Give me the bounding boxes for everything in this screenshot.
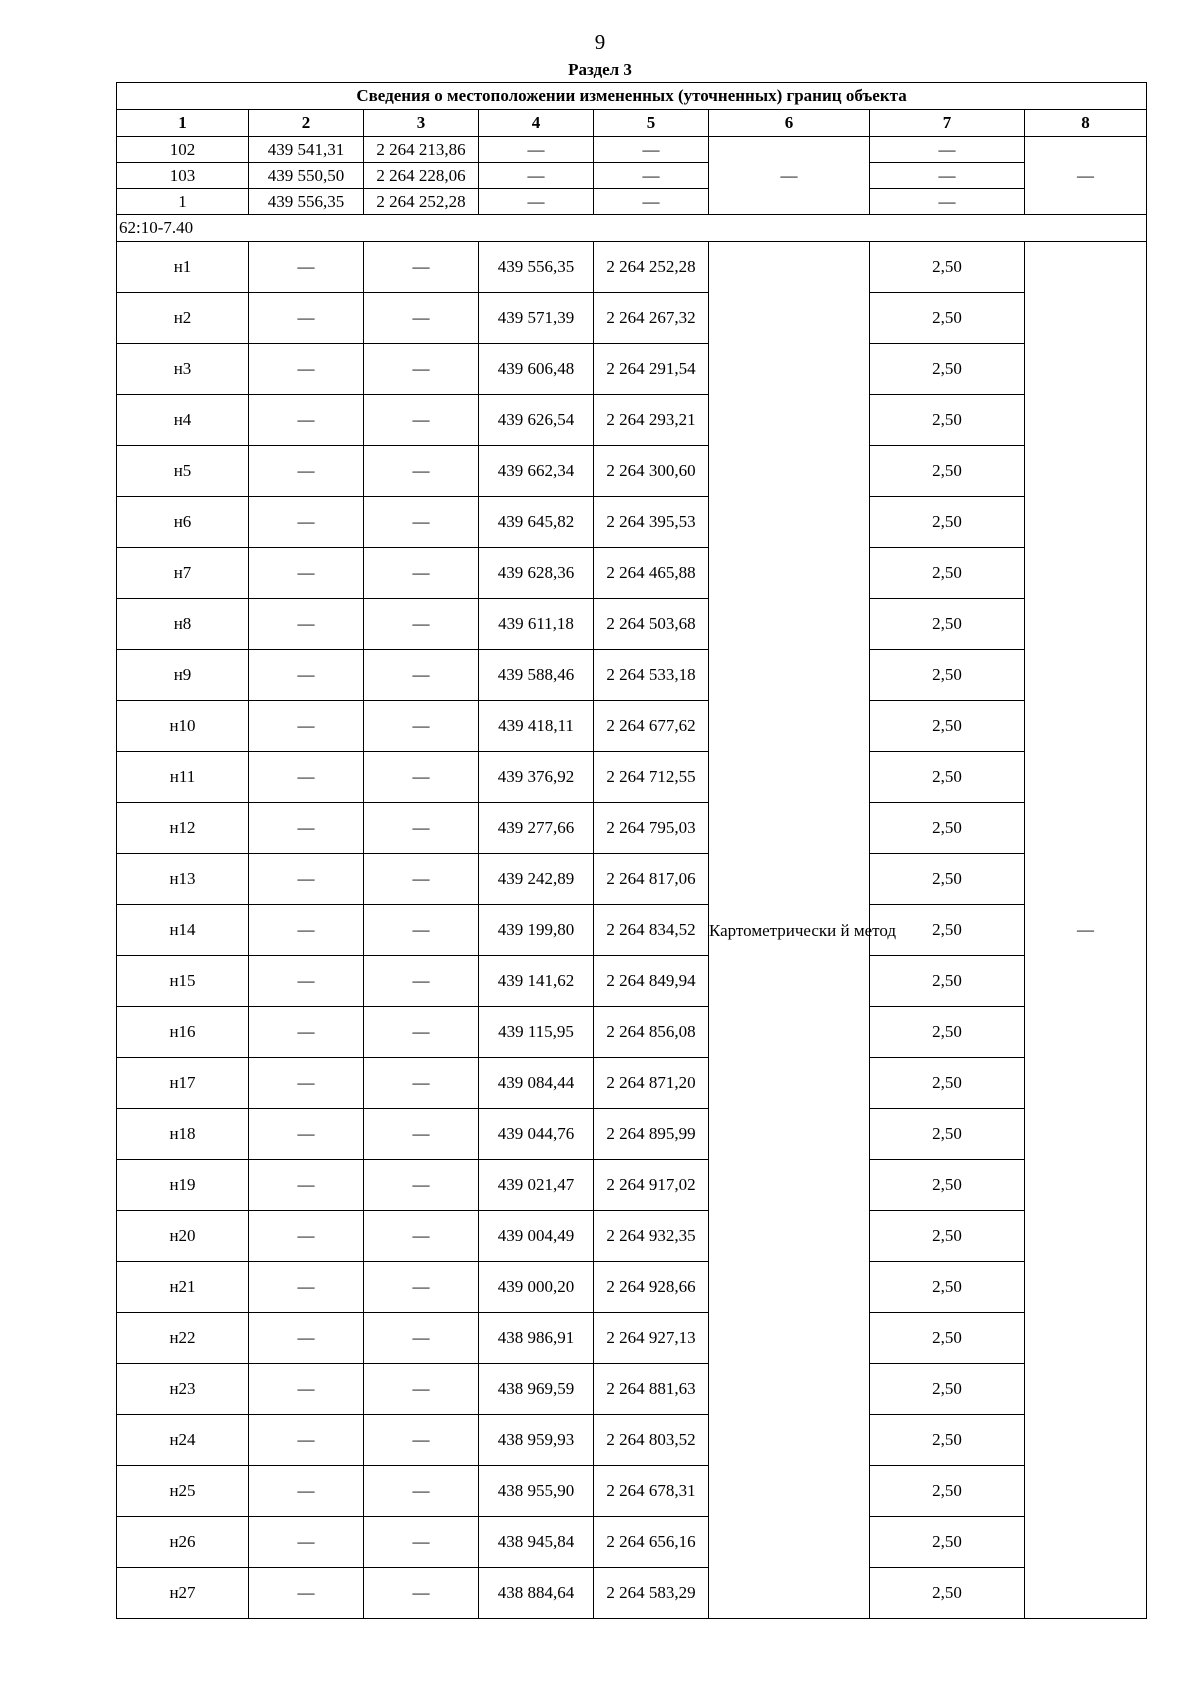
table-row	[117, 1313, 1147, 1364]
new-x-cell: —	[479, 137, 594, 163]
old-x-cell: 439 541,31	[249, 137, 364, 163]
accuracy-cell: 2,50	[870, 1262, 1025, 1313]
accuracy-cell: 2,50	[870, 803, 1025, 854]
new-y-cell: 2 264 928,66	[594, 1262, 709, 1313]
old-x-cell: —	[249, 1160, 364, 1211]
old-x-cell: —	[249, 1007, 364, 1058]
new-y-cell: 2 264 656,16	[594, 1517, 709, 1568]
old-y-cell: —	[364, 1415, 479, 1466]
point-name-cell: н14	[117, 905, 249, 956]
accuracy-cell: 2,50	[870, 1415, 1025, 1466]
new-x-cell: 439 556,35	[479, 242, 594, 293]
new-x-cell: 439 084,44	[479, 1058, 594, 1109]
new-x-cell: 439 418,11	[479, 701, 594, 752]
new-y-cell: 2 264 677,62	[594, 701, 709, 752]
point-name-cell: н21	[117, 1262, 249, 1313]
boundary-coordinates-table	[116, 82, 1147, 1619]
table-row	[117, 1211, 1147, 1262]
point-name-cell: н17	[117, 1058, 249, 1109]
new-x-cell: 439 611,18	[479, 599, 594, 650]
old-x-cell: —	[249, 293, 364, 344]
old-y-cell: —	[364, 1364, 479, 1415]
old-x-cell: —	[249, 242, 364, 293]
old-y-cell: —	[364, 1211, 479, 1262]
old-x-cell: 439 550,50	[249, 163, 364, 189]
accuracy-cell: 2,50	[870, 548, 1025, 599]
accuracy-cell: 2,50	[870, 1007, 1025, 1058]
accuracy-cell: 2,50	[870, 1211, 1025, 1262]
point-name-cell: н19	[117, 1160, 249, 1211]
point-name-cell: н16	[117, 1007, 249, 1058]
point-name-cell: н18	[117, 1109, 249, 1160]
new-x-cell: 439 021,47	[479, 1160, 594, 1211]
old-x-cell: —	[249, 1466, 364, 1517]
old-x-cell: —	[249, 1262, 364, 1313]
point-name-cell: 103	[117, 163, 249, 189]
new-x-cell: 438 986,91	[479, 1313, 594, 1364]
point-name-cell: н4	[117, 395, 249, 446]
point-name-cell: н5	[117, 446, 249, 497]
old-x-cell: —	[249, 701, 364, 752]
description-cell: —	[1025, 242, 1147, 1619]
old-x-cell: —	[249, 854, 364, 905]
accuracy-cell: 2,50	[870, 905, 1025, 956]
old-x-cell: —	[249, 956, 364, 1007]
method-cell: Картометрически й метод	[709, 242, 870, 1619]
column-number: 1	[117, 110, 249, 137]
point-name-cell: н7	[117, 548, 249, 599]
old-y-cell: —	[364, 1466, 479, 1517]
accuracy-cell: 2,50	[870, 599, 1025, 650]
old-y-cell: —	[364, 956, 479, 1007]
old-y-cell: —	[364, 650, 479, 701]
point-name-cell: н20	[117, 1211, 249, 1262]
new-x-cell: 439 376,92	[479, 752, 594, 803]
accuracy-cell: 2,50	[870, 1160, 1025, 1211]
new-y-cell: 2 264 293,21	[594, 395, 709, 446]
new-x-cell: 439 662,34	[479, 446, 594, 497]
old-y-cell: —	[364, 905, 479, 956]
point-name-cell: н26	[117, 1517, 249, 1568]
new-y-cell: —	[594, 163, 709, 189]
table-row	[117, 1007, 1147, 1058]
new-x-cell: 438 884,64	[479, 1568, 594, 1619]
accuracy-cell: 2,50	[870, 1109, 1025, 1160]
column-number: 5	[594, 110, 709, 137]
group-row	[117, 215, 1147, 242]
new-y-cell: 2 264 291,54	[594, 344, 709, 395]
new-y-cell: 2 264 503,68	[594, 599, 709, 650]
table-row	[117, 1262, 1147, 1313]
old-x-cell: —	[249, 803, 364, 854]
old-x-cell: —	[249, 1517, 364, 1568]
point-name-cell: н6	[117, 497, 249, 548]
table-row	[117, 1415, 1147, 1466]
old-x-cell: —	[249, 1211, 364, 1262]
new-y-cell: 2 264 834,52	[594, 905, 709, 956]
column-number: 8	[1025, 110, 1147, 137]
old-x-cell: —	[249, 1313, 364, 1364]
table-row	[117, 701, 1147, 752]
table-row	[117, 548, 1147, 599]
new-x-cell: 439 199,80	[479, 905, 594, 956]
point-name-cell: н23	[117, 1364, 249, 1415]
table-row	[117, 242, 1147, 293]
new-y-cell: —	[594, 137, 709, 163]
old-y-cell: —	[364, 752, 479, 803]
old-y-cell: —	[364, 1517, 479, 1568]
new-x-cell: 439 626,54	[479, 395, 594, 446]
accuracy-cell: 2,50	[870, 497, 1025, 548]
new-y-cell: 2 264 795,03	[594, 803, 709, 854]
new-y-cell: 2 264 881,63	[594, 1364, 709, 1415]
point-name-cell: н22	[117, 1313, 249, 1364]
accuracy-cell: 2,50	[870, 242, 1025, 293]
accuracy-cell: 2,50	[870, 446, 1025, 497]
point-name-cell: н9	[117, 650, 249, 701]
new-y-cell: 2 264 871,20	[594, 1058, 709, 1109]
table-row	[117, 752, 1147, 803]
new-x-cell: 439 588,46	[479, 650, 594, 701]
old-x-cell: —	[249, 599, 364, 650]
new-x-cell: 438 959,93	[479, 1415, 594, 1466]
description-cell: —	[1025, 137, 1147, 215]
table-row	[117, 1160, 1147, 1211]
new-x-cell: 439 571,39	[479, 293, 594, 344]
old-y-cell: —	[364, 1313, 479, 1364]
table-row	[117, 163, 1147, 189]
table-row	[117, 1109, 1147, 1160]
new-y-cell: 2 264 465,88	[594, 548, 709, 599]
old-x-cell: —	[249, 1364, 364, 1415]
new-x-cell: 439 606,48	[479, 344, 594, 395]
point-name-cell: 1	[117, 189, 249, 215]
point-name-cell: н12	[117, 803, 249, 854]
table-row	[117, 1568, 1147, 1619]
accuracy-cell: 2,50	[870, 956, 1025, 1007]
old-y-cell: —	[364, 854, 479, 905]
table-row	[117, 1466, 1147, 1517]
old-x-cell: —	[249, 1415, 364, 1466]
table-row	[117, 344, 1147, 395]
new-y-cell: 2 264 849,94	[594, 956, 709, 1007]
old-y-cell: —	[364, 548, 479, 599]
new-y-cell: 2 264 395,53	[594, 497, 709, 548]
old-x-cell: 439 556,35	[249, 189, 364, 215]
old-x-cell: —	[249, 395, 364, 446]
table-row	[117, 1364, 1147, 1415]
table-row	[117, 803, 1147, 854]
old-y-cell: 2 264 213,86	[364, 137, 479, 163]
old-x-cell: —	[249, 548, 364, 599]
old-x-cell: —	[249, 752, 364, 803]
accuracy-cell: 2,50	[870, 650, 1025, 701]
old-y-cell: 2 264 228,06	[364, 163, 479, 189]
point-name-cell: н8	[117, 599, 249, 650]
point-name-cell: н1	[117, 242, 249, 293]
new-x-cell: 439 004,49	[479, 1211, 594, 1262]
point-name-cell: н25	[117, 1466, 249, 1517]
accuracy-cell: 2,50	[870, 395, 1025, 446]
old-y-cell: —	[364, 293, 479, 344]
old-y-cell: —	[364, 1058, 479, 1109]
table-row	[117, 189, 1147, 215]
new-y-cell: 2 264 583,29	[594, 1568, 709, 1619]
old-y-cell: —	[364, 599, 479, 650]
new-x-cell: 439 000,20	[479, 1262, 594, 1313]
accuracy-cell: 2,50	[870, 344, 1025, 395]
new-x-cell: 439 628,36	[479, 548, 594, 599]
table-row	[117, 854, 1147, 905]
old-y-cell: —	[364, 1109, 479, 1160]
new-y-cell: 2 264 267,32	[594, 293, 709, 344]
old-y-cell: —	[364, 497, 479, 548]
old-x-cell: —	[249, 1568, 364, 1619]
new-y-cell: 2 264 817,06	[594, 854, 709, 905]
old-x-cell: —	[249, 905, 364, 956]
page-number: 9	[594, 30, 606, 54]
column-number-row	[117, 110, 1147, 137]
section-title: Раздел 3	[568, 60, 632, 79]
accuracy-cell: —	[870, 163, 1025, 189]
accuracy-cell: 2,50	[870, 701, 1025, 752]
new-x-cell: 439 141,62	[479, 956, 594, 1007]
new-y-cell: 2 264 252,28	[594, 242, 709, 293]
old-x-cell: —	[249, 1109, 364, 1160]
point-name-cell: н27	[117, 1568, 249, 1619]
point-name-cell: н3	[117, 344, 249, 395]
point-name-cell: н2	[117, 293, 249, 344]
accuracy-cell: 2,50	[870, 1517, 1025, 1568]
old-y-cell: —	[364, 446, 479, 497]
accuracy-cell: 2,50	[870, 1058, 1025, 1109]
new-x-cell: 439 277,66	[479, 803, 594, 854]
old-y-cell: —	[364, 1568, 479, 1619]
point-name-cell: 102	[117, 137, 249, 163]
group-label-cell: 62:10-7.40	[117, 215, 1147, 242]
new-y-cell: —	[594, 189, 709, 215]
old-y-cell: —	[364, 1160, 479, 1211]
old-x-cell: —	[249, 497, 364, 548]
new-y-cell: 2 264 533,18	[594, 650, 709, 701]
accuracy-cell: 2,50	[870, 1466, 1025, 1517]
table-row	[117, 395, 1147, 446]
new-y-cell: 2 264 927,13	[594, 1313, 709, 1364]
old-y-cell: —	[364, 701, 479, 752]
table-row	[117, 905, 1147, 956]
accuracy-cell: 2,50	[870, 1364, 1025, 1415]
new-x-cell: 438 945,84	[479, 1517, 594, 1568]
new-y-cell: 2 264 803,52	[594, 1415, 709, 1466]
new-y-cell: 2 264 932,35	[594, 1211, 709, 1262]
accuracy-cell: 2,50	[870, 854, 1025, 905]
new-y-cell: 2 264 678,31	[594, 1466, 709, 1517]
old-y-cell: —	[364, 1262, 479, 1313]
accuracy-cell: 2,50	[870, 1568, 1025, 1619]
column-number: 2	[249, 110, 364, 137]
accuracy-cell: —	[870, 137, 1025, 163]
old-x-cell: —	[249, 1058, 364, 1109]
table-row	[117, 1058, 1147, 1109]
new-y-cell: 2 264 895,99	[594, 1109, 709, 1160]
table-row	[117, 446, 1147, 497]
point-name-cell: н10	[117, 701, 249, 752]
new-x-cell: 438 955,90	[479, 1466, 594, 1517]
new-x-cell: 439 115,95	[479, 1007, 594, 1058]
old-x-cell: —	[249, 650, 364, 701]
table-row	[117, 599, 1147, 650]
table-row	[117, 650, 1147, 701]
new-y-cell: 2 264 917,02	[594, 1160, 709, 1211]
old-y-cell: —	[364, 395, 479, 446]
point-name-cell: н13	[117, 854, 249, 905]
point-name-cell: н24	[117, 1415, 249, 1466]
old-y-cell: —	[364, 803, 479, 854]
method-cell: —	[709, 137, 870, 215]
accuracy-cell: 2,50	[870, 293, 1025, 344]
new-x-cell: 439 645,82	[479, 497, 594, 548]
new-y-cell: 2 264 300,60	[594, 446, 709, 497]
point-name-cell: н15	[117, 956, 249, 1007]
new-x-cell: 439 044,76	[479, 1109, 594, 1160]
new-x-cell: —	[479, 163, 594, 189]
old-y-cell: —	[364, 344, 479, 395]
old-x-cell: —	[249, 446, 364, 497]
new-y-cell: 2 264 712,55	[594, 752, 709, 803]
column-number: 3	[364, 110, 479, 137]
new-x-cell: 439 242,89	[479, 854, 594, 905]
table-row	[117, 137, 1147, 163]
column-number: 6	[709, 110, 870, 137]
new-x-cell: 438 969,59	[479, 1364, 594, 1415]
accuracy-cell: —	[870, 189, 1025, 215]
table-row	[117, 956, 1147, 1007]
new-y-cell: 2 264 856,08	[594, 1007, 709, 1058]
old-x-cell: —	[249, 344, 364, 395]
accuracy-cell: 2,50	[870, 752, 1025, 803]
old-y-cell: —	[364, 1007, 479, 1058]
table-row	[117, 1517, 1147, 1568]
table-row	[117, 293, 1147, 344]
new-x-cell: —	[479, 189, 594, 215]
table-caption: Сведения о местоположении измененных (уточненных) границ объекта	[117, 83, 1147, 110]
column-number: 7	[870, 110, 1025, 137]
old-y-cell: 2 264 252,28	[364, 189, 479, 215]
old-y-cell: —	[364, 242, 479, 293]
column-number: 4	[479, 110, 594, 137]
table-row	[117, 497, 1147, 548]
point-name-cell: н11	[117, 752, 249, 803]
accuracy-cell: 2,50	[870, 1313, 1025, 1364]
